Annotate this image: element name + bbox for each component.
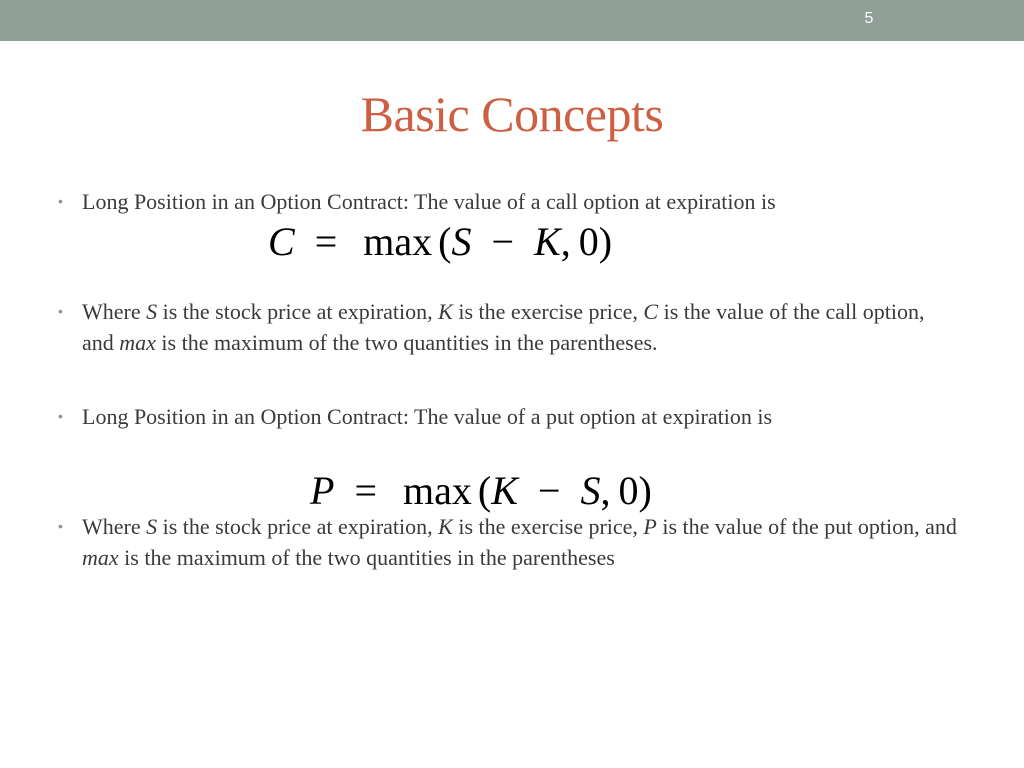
- text-run: is the maximum of the two quantities in the parentheses.: [155, 330, 658, 355]
- bullet-text: Long Position in an Option Contract: The value of a call option at expiration is: [82, 189, 776, 214]
- formula-zero: 0: [578, 219, 599, 264]
- formula-minus: −: [491, 219, 515, 264]
- text-run: is the stock price at expiration,: [157, 514, 439, 539]
- formula-comma: ,: [600, 468, 611, 513]
- bullet-dot-icon: •: [58, 518, 63, 534]
- formula-symbol-s: S: [580, 468, 601, 513]
- top-bar: [0, 0, 1024, 41]
- formula-symbol-c: C: [268, 219, 295, 264]
- text-run: is the value of the call option, and: [82, 299, 925, 355]
- formula-symbol-k: K: [491, 468, 518, 513]
- slide-number: 5: [864, 10, 874, 27]
- bullet-dot-icon: •: [58, 193, 63, 209]
- bullet-dot-icon: •: [58, 303, 63, 319]
- bullet-text: [82, 511, 958, 573]
- formula-put-value: [310, 468, 652, 513]
- text-run: Where: [82, 514, 147, 539]
- var-c: C: [643, 299, 659, 324]
- text-run: is the maximum of the two quantities in the parentheses: [118, 545, 615, 570]
- text-run: Where: [82, 299, 147, 324]
- formula-open-paren: (: [477, 468, 492, 513]
- formula-comma: ,: [560, 219, 571, 264]
- slide-title: Basic Concepts: [360, 86, 664, 142]
- formula-zero: 0: [618, 468, 639, 513]
- formula-close-paren: ): [598, 219, 613, 264]
- formula-max: max: [363, 219, 433, 264]
- var-max: max: [119, 330, 156, 355]
- formula-minus: −: [537, 468, 561, 513]
- var-s: S: [146, 514, 158, 539]
- var-s: S: [146, 299, 158, 324]
- text-run: is the stock price at expiration,: [157, 299, 439, 324]
- formula-equals: =: [314, 219, 338, 264]
- formula-symbol-k: K: [534, 219, 561, 264]
- var-p: P: [643, 514, 657, 539]
- text-run: is the exercise price,: [452, 299, 644, 324]
- formula-symbol-p: P: [310, 468, 335, 513]
- text-run: is the value of the put option, and: [656, 514, 957, 539]
- formula-call-value: [268, 219, 613, 264]
- bullet-text: [82, 296, 958, 358]
- bullet-text: Long Position in an Option Contract: The value of a put option at expiration is: [82, 404, 773, 429]
- formula-max: max: [403, 468, 472, 513]
- bullet-dot-icon: •: [58, 408, 63, 424]
- formula-symbol-s: S: [451, 219, 472, 264]
- formula-open-paren: (: [438, 219, 452, 264]
- var-k: K: [438, 299, 453, 324]
- formula-close-paren: ): [638, 468, 652, 513]
- var-max: max: [82, 545, 119, 570]
- formula-equals: =: [354, 468, 377, 513]
- var-k: K: [438, 514, 453, 539]
- text-run: is the exercise price,: [452, 514, 644, 539]
